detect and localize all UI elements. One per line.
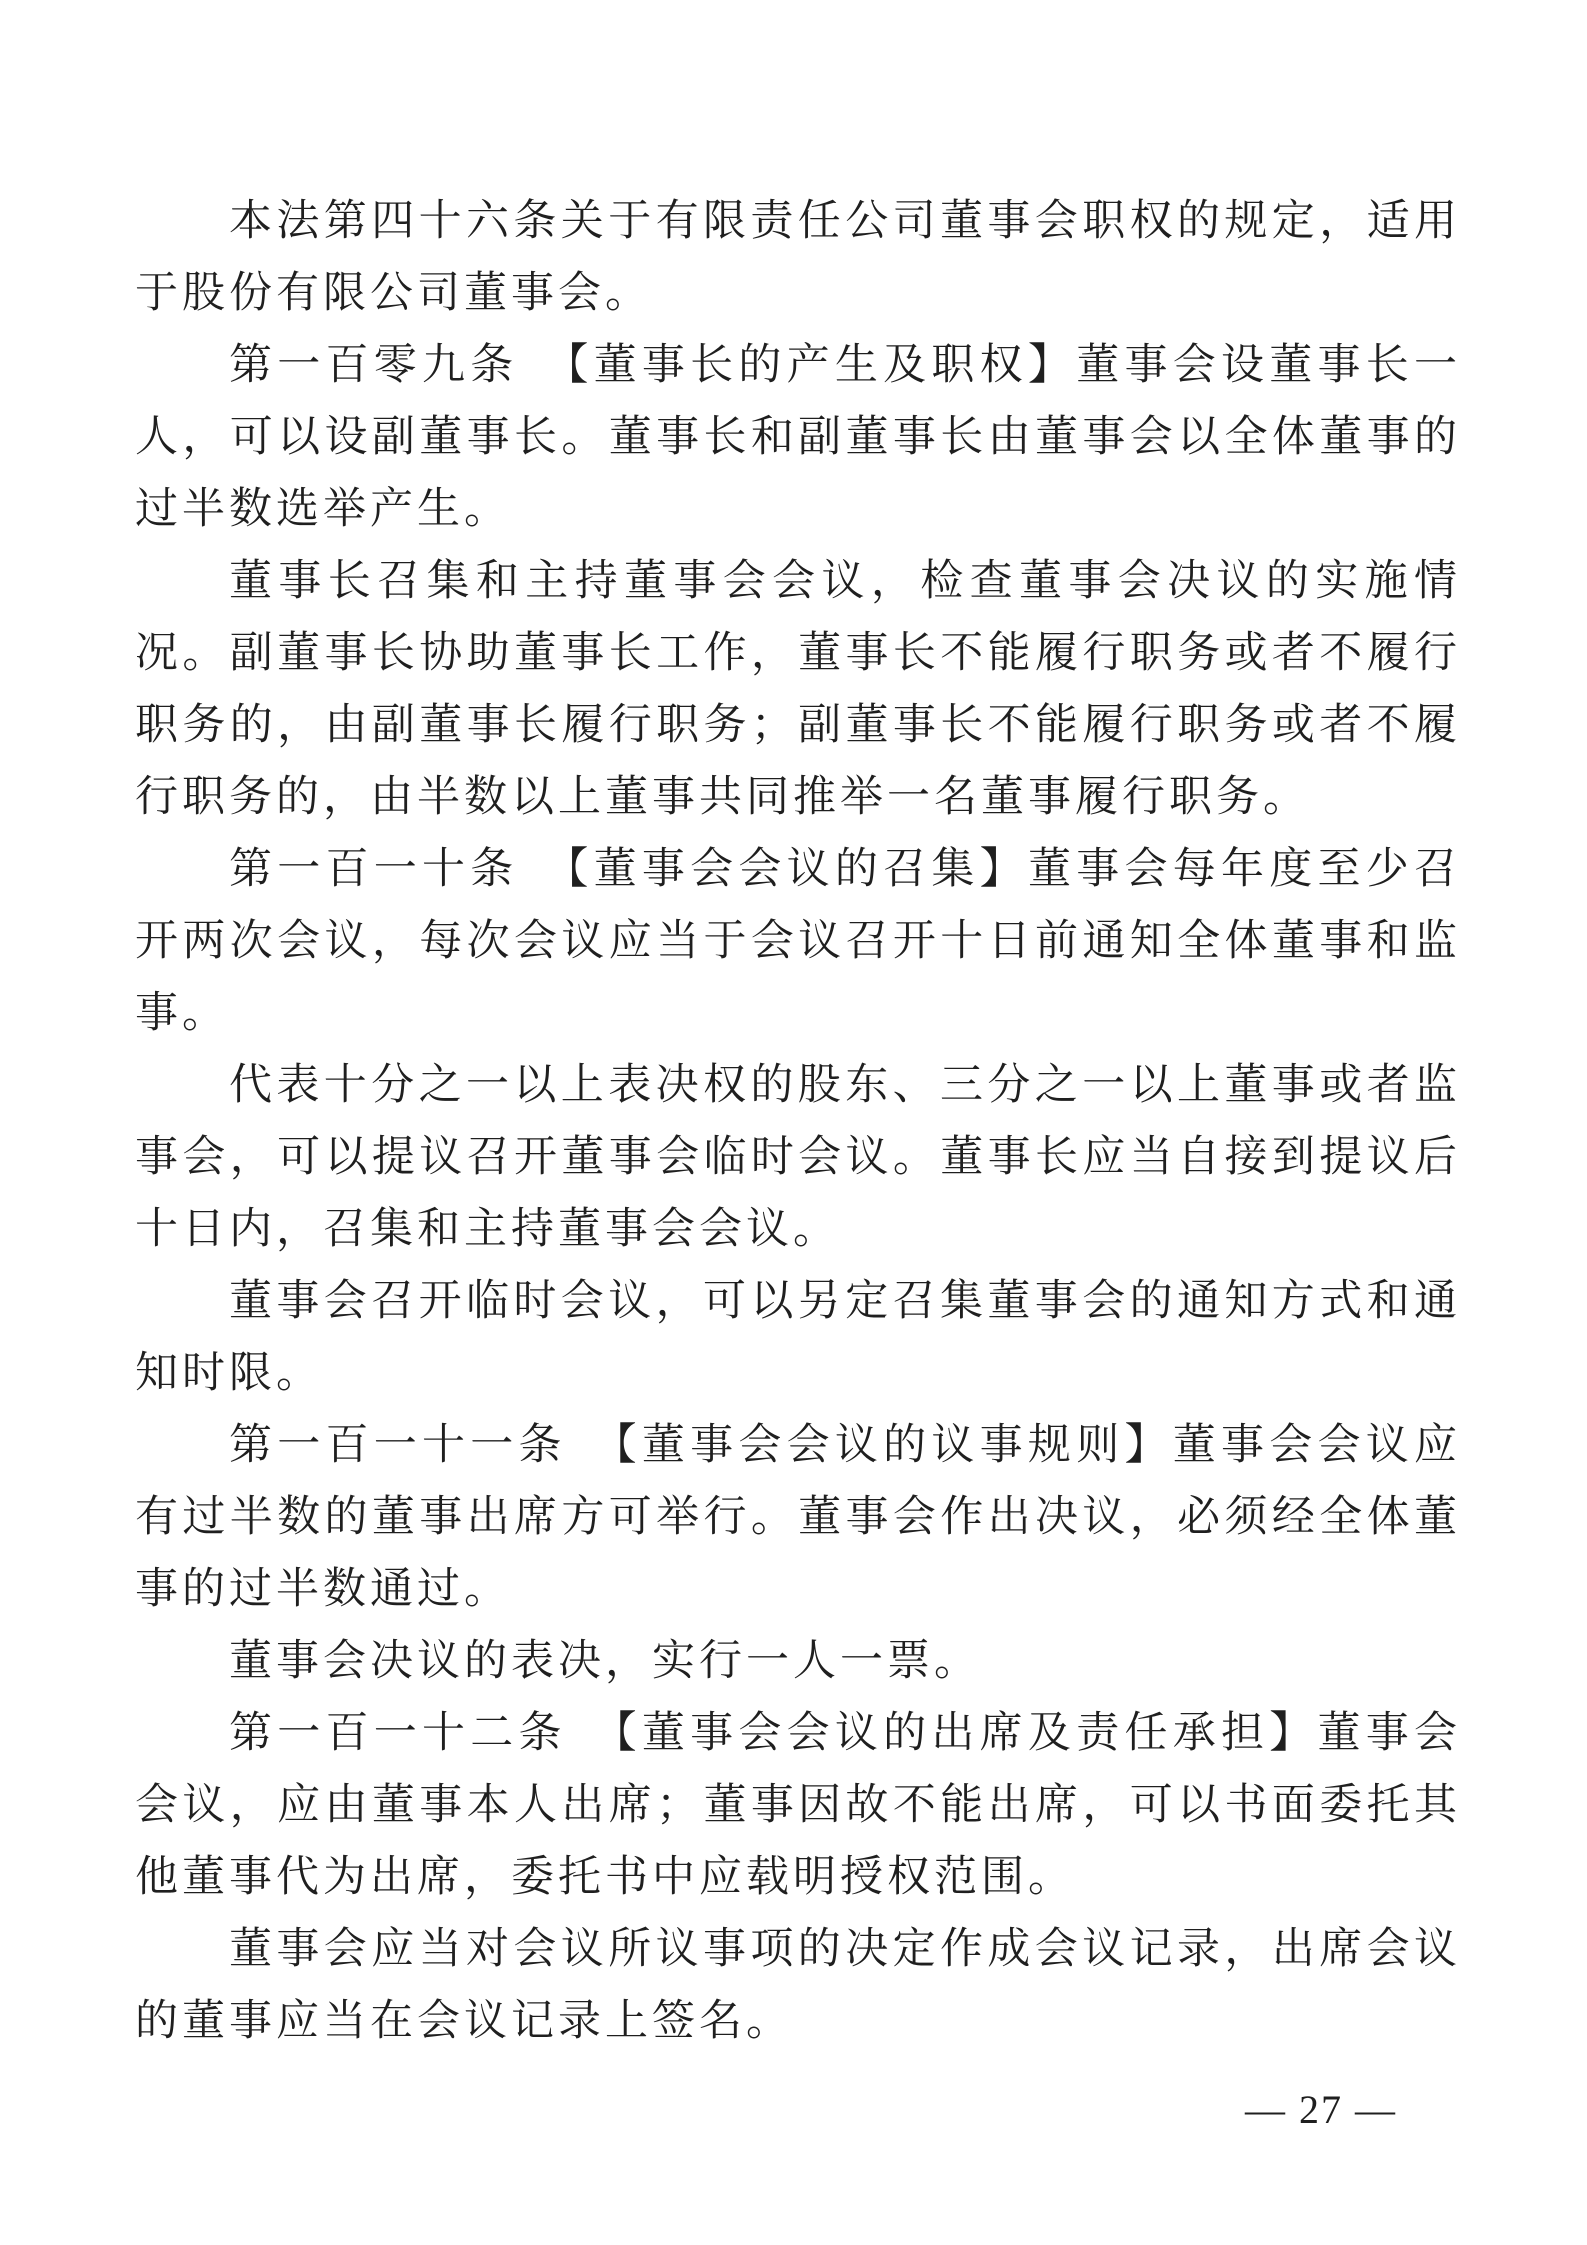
article-title: 【董事会会议的议事规则】 [615, 1422, 1173, 1469]
paragraph-text: 董事会应当对会议所议事项的决定作成会议记录，出席会议的董事应当在会议记录上签名。 [135, 1926, 1461, 2045]
paragraph [135, 834, 1461, 1050]
paragraph [135, 1626, 1461, 1698]
paragraph [135, 1410, 1461, 1626]
paragraph [135, 1050, 1461, 1266]
paragraph [135, 1266, 1461, 1410]
paragraph-text: 董事会会议应有过半数的董事出席方可举行。董事会作出决议，必须经全体董事的过半数通过。 [135, 1422, 1462, 1613]
paragraph-text: 董事会每年度至少召开两次会议，每次会议应当于会议召开十日前通知全体董事和监事。 [135, 846, 1462, 1037]
paragraph-text: 董事会会议，应由董事本人出席；董事因故不能出席，可以书面委托其他董事代为出席，委托书中应载明授权范围。 [135, 1710, 1462, 1901]
paragraph-text: 董事会决议的表决，实行一人一票。 [229, 1638, 981, 1685]
article-title: 【董事长的产生及职权】 [566, 342, 1077, 389]
paragraph [135, 186, 1461, 330]
paragraph-text: 董事会设董事长一人，可以设副董事长。董事长和副董事长由董事会以全体董事的过半数选举产生。 [135, 342, 1462, 533]
paragraph-text: 代表十分之一以上表决权的股东、三分之一以上董事或者监事会，可以提议召开董事会临时会议。董事长应当自接到提议后十日内，召集和主持董事会会议。 [135, 1062, 1461, 1253]
paragraph [135, 330, 1461, 546]
paragraph-text: 董事会召开临时会议，可以另定召集董事会的通知方式和通知时限。 [135, 1278, 1461, 1397]
article-number: 第一百一十条 [229, 846, 567, 893]
paragraph-text: 本法第四十六条关于有限责任公司董事会职权的规定，适用于股份有限公司董事会。 [135, 198, 1461, 317]
paragraph [135, 1914, 1461, 2058]
article-title: 【董事会会议的出席及责任承担】 [615, 1710, 1318, 1757]
article-number: 第一百一十二条 [229, 1710, 616, 1757]
paragraph [135, 546, 1461, 834]
paragraph-text: 董事长召集和主持董事会会议，检查董事会决议的实施情况。副董事长协助董事长工作，董事长不能履行职务或者不履行职务的，由副董事长履行职务；副董事长不能履行职务或者不履行职务的，由半数以上董事共同推举一名董事履行职务。 [135, 558, 1461, 821]
article-number: 第一百零九条 [229, 342, 567, 389]
document-body [135, 186, 1461, 2058]
article-number: 第一百一十一条 [229, 1422, 616, 1469]
paragraph [135, 1698, 1461, 1914]
page-number: — 27 — [1245, 2087, 1397, 2132]
article-title: 【董事会会议的召集】 [566, 846, 1028, 893]
